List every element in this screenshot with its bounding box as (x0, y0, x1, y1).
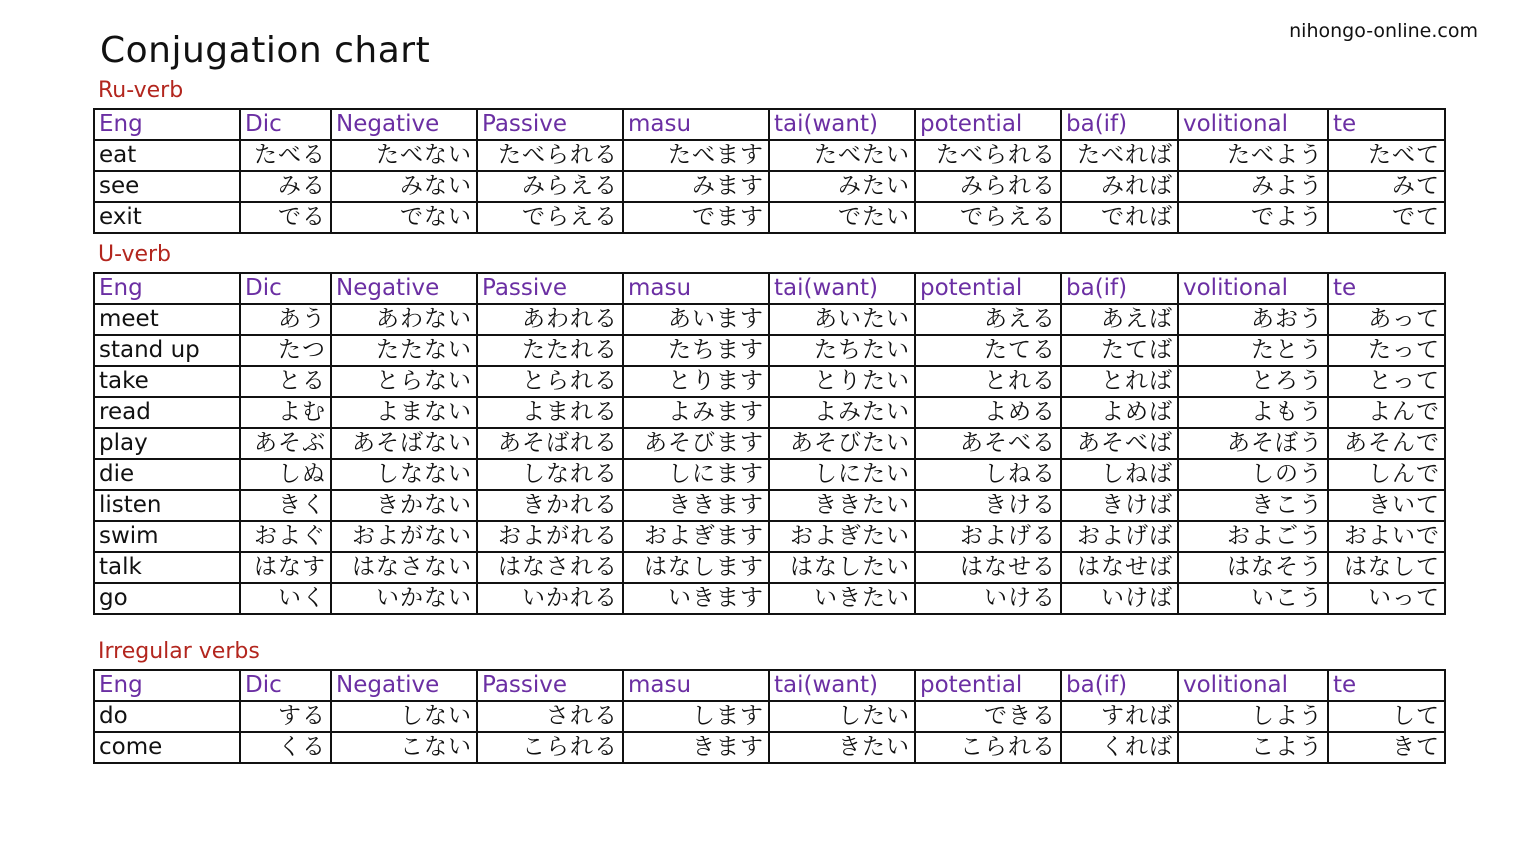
verb-form-cell: しのう (1178, 459, 1328, 490)
verb-form-cell: およぐ (240, 521, 331, 552)
table-row (94, 583, 1445, 614)
verb-form-cell: される (477, 701, 623, 732)
verb-form-cell: いけば (1061, 583, 1178, 614)
verb-form-cell: たちたい (769, 335, 915, 366)
verb-form-cell: でれば (1061, 202, 1178, 233)
ru-verb-table (93, 108, 1446, 234)
verb-form-cell: よめる (915, 397, 1061, 428)
column-header: Passive (477, 109, 623, 140)
verb-form-cell: いきたい (769, 583, 915, 614)
verb-form-cell: あう (240, 304, 331, 335)
table-row (94, 171, 1445, 202)
verb-form-cell: しぬ (240, 459, 331, 490)
verb-form-cell: いこう (1178, 583, 1328, 614)
verb-form-cell: でたい (769, 202, 915, 233)
column-header: Negative (331, 273, 477, 304)
verb-form-cell: でて (1328, 202, 1445, 233)
column-header: volitional (1178, 273, 1328, 304)
verb-form-cell: きかれる (477, 490, 623, 521)
verb-form-cell: しよう (1178, 701, 1328, 732)
verb-form-cell: あそべば (1061, 428, 1178, 459)
verb-form-cell: しなない (331, 459, 477, 490)
verb-form-cell: しねる (915, 459, 1061, 490)
column-header: Passive (477, 273, 623, 304)
verb-form-cell: はなそう (1178, 552, 1328, 583)
table-row (94, 490, 1445, 521)
verb-form-cell: きこう (1178, 490, 1328, 521)
column-header: Negative (331, 670, 477, 701)
verb-form-cell: あいます (623, 304, 769, 335)
section-label-u-verb: U-verb (98, 242, 172, 267)
column-header: Dic (240, 109, 331, 140)
verb-form-cell: きて (1328, 732, 1445, 763)
verb-form-cell: はなせば (1061, 552, 1178, 583)
header-row (94, 109, 1445, 140)
verb-form-cell: およがない (331, 521, 477, 552)
verb-form-cell: あそばれる (477, 428, 623, 459)
verb-form-cell: しんで (1328, 459, 1445, 490)
verb-form-cell: とります (623, 366, 769, 397)
verb-form-cell: はなす (240, 552, 331, 583)
verb-english: come (94, 732, 240, 763)
verb-form-cell: とる (240, 366, 331, 397)
verb-form-cell: とられる (477, 366, 623, 397)
verb-form-cell: およぎたい (769, 521, 915, 552)
verb-form-cell: したい (769, 701, 915, 732)
verb-form-cell: いって (1328, 583, 1445, 614)
column-header: Eng (94, 273, 240, 304)
column-header: Negative (331, 109, 477, 140)
section-label-ru-verb: Ru-verb (98, 78, 184, 103)
verb-form-cell: たって (1328, 335, 1445, 366)
verb-form-cell: でます (623, 202, 769, 233)
verb-form-cell: みられる (915, 171, 1061, 202)
verb-form-cell: たべられる (477, 140, 623, 171)
verb-form-cell: しなれる (477, 459, 623, 490)
verb-form-cell: あそびます (623, 428, 769, 459)
u-verb-table (93, 272, 1446, 615)
verb-form-cell: こられる (477, 732, 623, 763)
verb-english: talk (94, 552, 240, 583)
verb-form-cell: とれば (1061, 366, 1178, 397)
verb-form-cell: しにます (623, 459, 769, 490)
verb-english: die (94, 459, 240, 490)
verb-form-cell: ききたい (769, 490, 915, 521)
verb-form-cell: いける (915, 583, 1061, 614)
verb-form-cell: はなせる (915, 552, 1061, 583)
verb-form-cell: よむ (240, 397, 331, 428)
table-row (94, 397, 1445, 428)
verb-form-cell: たべない (331, 140, 477, 171)
column-header: potential (915, 670, 1061, 701)
verb-form-cell: よみます (623, 397, 769, 428)
verb-form-cell: よまれる (477, 397, 623, 428)
table-row (94, 552, 1445, 583)
column-header: potential (915, 273, 1061, 304)
verb-form-cell: あわれる (477, 304, 623, 335)
column-header: potential (915, 109, 1061, 140)
column-header: masu (623, 109, 769, 140)
verb-form-cell: よもう (1178, 397, 1328, 428)
table-row (94, 140, 1445, 171)
page-title: Conjugation chart (100, 30, 431, 71)
table-row (94, 732, 1445, 763)
column-header: volitional (1178, 670, 1328, 701)
verb-english: listen (94, 490, 240, 521)
verb-form-cell: たつ (240, 335, 331, 366)
verb-form-cell: でない (331, 202, 477, 233)
verb-form-cell: あそばない (331, 428, 477, 459)
verb-form-cell: あわない (331, 304, 477, 335)
verb-form-cell: あそべる (915, 428, 1061, 459)
column-header: ba(if) (1061, 273, 1178, 304)
verb-form-cell: およぎます (623, 521, 769, 552)
verb-form-cell: たべれば (1061, 140, 1178, 171)
verb-english: go (94, 583, 240, 614)
verb-form-cell: みたい (769, 171, 915, 202)
verb-english: swim (94, 521, 240, 552)
verb-form-cell: あいたい (769, 304, 915, 335)
table-row (94, 459, 1445, 490)
verb-form-cell: します (623, 701, 769, 732)
verb-form-cell: あって (1328, 304, 1445, 335)
verb-form-cell: はなして (1328, 552, 1445, 583)
irregular-verb-table (93, 669, 1446, 764)
header-row (94, 273, 1445, 304)
verb-form-cell: しねば (1061, 459, 1178, 490)
verb-form-cell: すれば (1061, 701, 1178, 732)
verb-form-cell: はなさない (331, 552, 477, 583)
verb-form-cell: とりたい (769, 366, 915, 397)
verb-form-cell: よみたい (769, 397, 915, 428)
verb-form-cell: する (240, 701, 331, 732)
verb-form-cell: こよう (1178, 732, 1328, 763)
table-row (94, 428, 1445, 459)
verb-form-cell: でらえる (477, 202, 623, 233)
verb-form-cell: およげば (1061, 521, 1178, 552)
verb-form-cell: いかない (331, 583, 477, 614)
column-header: ba(if) (1061, 670, 1178, 701)
verb-form-cell: でよう (1178, 202, 1328, 233)
column-header: te (1328, 273, 1445, 304)
verb-form-cell: たべよう (1178, 140, 1328, 171)
table-row (94, 701, 1445, 732)
verb-form-cell: あそんで (1328, 428, 1445, 459)
verb-form-cell: くれば (1061, 732, 1178, 763)
verb-form-cell: よまない (331, 397, 477, 428)
section-label-irregular-verbs: Irregular verbs (98, 639, 260, 664)
verb-form-cell: きく (240, 490, 331, 521)
verb-form-cell: はなします (623, 552, 769, 583)
verb-form-cell: たてる (915, 335, 1061, 366)
verb-form-cell: みれば (1061, 171, 1178, 202)
verb-form-cell: たたれる (477, 335, 623, 366)
verb-form-cell: しにたい (769, 459, 915, 490)
verb-form-cell: およがれる (477, 521, 623, 552)
column-header: ba(if) (1061, 109, 1178, 140)
verb-english: see (94, 171, 240, 202)
verb-english: stand up (94, 335, 240, 366)
verb-form-cell: いきます (623, 583, 769, 614)
table-row (94, 202, 1445, 233)
verb-form-cell: とれる (915, 366, 1061, 397)
verb-form-cell: みよう (1178, 171, 1328, 202)
verb-form-cell: みらえる (477, 171, 623, 202)
site-url: nihongo-online.com (1289, 20, 1478, 42)
verb-form-cell: たちます (623, 335, 769, 366)
column-header: te (1328, 670, 1445, 701)
verb-form-cell: こない (331, 732, 477, 763)
verb-form-cell: たとう (1178, 335, 1328, 366)
verb-form-cell: たたない (331, 335, 477, 366)
verb-form-cell: よんで (1328, 397, 1445, 428)
verb-form-cell: あえる (915, 304, 1061, 335)
verb-english: play (94, 428, 240, 459)
verb-english: exit (94, 202, 240, 233)
table-row (94, 335, 1445, 366)
verb-english: meet (94, 304, 240, 335)
verb-form-cell: みます (623, 171, 769, 202)
verb-form-cell: およごう (1178, 521, 1328, 552)
verb-form-cell: いかれる (477, 583, 623, 614)
verb-form-cell: して (1328, 701, 1445, 732)
verb-form-cell: きける (915, 490, 1061, 521)
verb-form-cell: きたい (769, 732, 915, 763)
verb-form-cell: きけば (1061, 490, 1178, 521)
verb-form-cell: たてば (1061, 335, 1178, 366)
table-row (94, 521, 1445, 552)
column-header: tai(want) (769, 109, 915, 140)
verb-form-cell: ききます (623, 490, 769, 521)
verb-form-cell: よめば (1061, 397, 1178, 428)
table-row (94, 366, 1445, 397)
verb-form-cell: みる (240, 171, 331, 202)
verb-form-cell: たべる (240, 140, 331, 171)
verb-form-cell: いく (240, 583, 331, 614)
verb-form-cell: およいで (1328, 521, 1445, 552)
verb-form-cell: きます (623, 732, 769, 763)
verb-form-cell: たべて (1328, 140, 1445, 171)
verb-form-cell: きいて (1328, 490, 1445, 521)
verb-form-cell: あそぼう (1178, 428, 1328, 459)
verb-form-cell: あそぶ (240, 428, 331, 459)
column-header: Eng (94, 670, 240, 701)
verb-form-cell: たべます (623, 140, 769, 171)
verb-form-cell: はなされる (477, 552, 623, 583)
column-header: tai(want) (769, 273, 915, 304)
column-header: tai(want) (769, 670, 915, 701)
column-header: Dic (240, 670, 331, 701)
verb-form-cell: あおう (1178, 304, 1328, 335)
verb-form-cell: みて (1328, 171, 1445, 202)
column-header: masu (623, 273, 769, 304)
verb-form-cell: でる (240, 202, 331, 233)
verb-english: read (94, 397, 240, 428)
column-header: Passive (477, 670, 623, 701)
column-header: Dic (240, 273, 331, 304)
verb-form-cell: でらえる (915, 202, 1061, 233)
verb-english: eat (94, 140, 240, 171)
column-header: Eng (94, 109, 240, 140)
verb-form-cell: とらない (331, 366, 477, 397)
verb-form-cell: はなしたい (769, 552, 915, 583)
verb-form-cell: しない (331, 701, 477, 732)
verb-form-cell: とろう (1178, 366, 1328, 397)
verb-form-cell: できる (915, 701, 1061, 732)
verb-form-cell: たべられる (915, 140, 1061, 171)
verb-form-cell: みない (331, 171, 477, 202)
column-header: volitional (1178, 109, 1328, 140)
verb-form-cell: およげる (915, 521, 1061, 552)
table-row (94, 304, 1445, 335)
verb-form-cell: とって (1328, 366, 1445, 397)
column-header: masu (623, 670, 769, 701)
verb-form-cell: あそびたい (769, 428, 915, 459)
verb-form-cell: きかない (331, 490, 477, 521)
verb-form-cell: たべたい (769, 140, 915, 171)
header-row (94, 670, 1445, 701)
column-header: te (1328, 109, 1445, 140)
verb-form-cell: こられる (915, 732, 1061, 763)
verb-form-cell: あえば (1061, 304, 1178, 335)
verb-english: do (94, 701, 240, 732)
verb-form-cell: くる (240, 732, 331, 763)
verb-english: take (94, 366, 240, 397)
